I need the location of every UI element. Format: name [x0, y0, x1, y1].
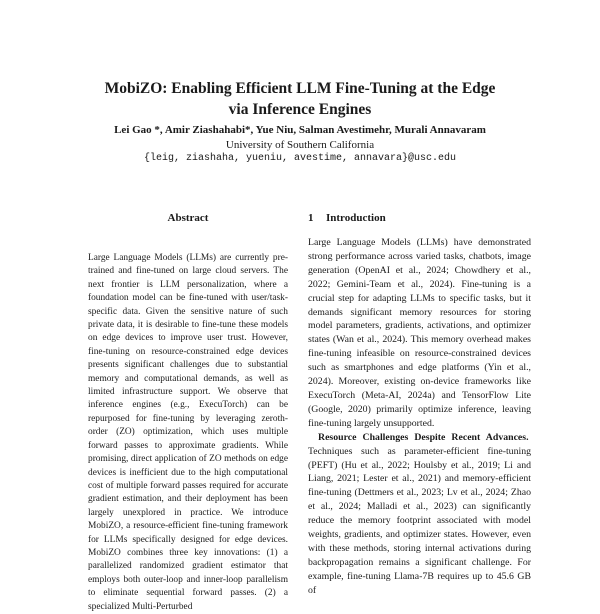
section-number: 1	[308, 212, 314, 224]
title-line-2: via Inference Engines	[228, 101, 372, 118]
author-list: Lei Gao *, Amir Ziashahabi*, Yue Niu, Salman Avestimehr, Murali Annavaram	[114, 124, 486, 136]
paper-title	[0, 78, 600, 120]
affiliation: University of Southern California	[225, 139, 375, 151]
intro-paragraph-2	[308, 431, 531, 598]
paragraph-2-text: Techniques such as parameter-efficient fine-tuning (PEFT) (Hu et al., 2022; Houlsby et al., 2019; Li and Liang, 2021; Lester et al., 2021) and memory-efficient fine-tuning (Dettmers et al., 2023; Lv et al., 2024; Zhao et al., 2024; Malladi et al., 2023) can significantly reduce the memory footprint associated with model weights, gradients, and optimizer states. However, even with these methods, storing internal activations during backpropagation remains a significant challenge. For example, fine-tuning Llama-7B requires up to 45.6 GB of	[308, 445, 531, 596]
abstract-text: Large Language Models (LLMs) are currently pre-trained and fine-tuned on large cloud servers. The next frontier is LLM personalization, where a foundation model can be fine-tuned with user/task-specific data. Given the sensitive nature of such private data, it is desirable to fine-tune these models on edge devices to improve user trust. However, fine-tuning on resource-constrained edge devices presents significant challenges due to substantial memory and computational demands, as well as limited infrastructure support. We observe that inference engines (e.g., ExecuTorch) can be repurposed for fine-tuning by leveraging zeroth-order (ZO) optimization, which uses multiple forward passes to approximate gradients. While promising, direct application of ZO methods on edge devices is inefficient due to the high computational cost of multiple forward passes required for accurate gradient estimation, and their deployment has been largely unexplored in practice. We introduce MobiZO, a resource-efficient fine-tuning framework for LLMs specifically designed for edge devices. MobiZO combines three key innovations: (1) a parallelized randomized gradient estimator that employs both outer-loop and inner-loop parallelism to eliminate sequential forward passes. (2) a specialized Multi-Perturbed	[88, 253, 288, 612]
title-line-1: MobiZO: Enabling Efficient LLM Fine-Tuning at the Edge	[104, 80, 496, 97]
paragraph-lead-heading: Resource Challenges Despite Recent Advances.	[318, 431, 529, 443]
author-emails: {leig, ziashaha, yueniu, avestime, annavara}@usc.edu	[143, 153, 457, 164]
introduction-heading	[308, 212, 386, 224]
introduction-body	[308, 236, 531, 598]
abstract-heading: Abstract	[167, 212, 209, 224]
section-title: Introduction	[326, 212, 386, 224]
intro-paragraph-1: Large Language Models (LLMs) have demonstrated strong performance across varied tasks, chatbots, image generation (OpenAI et al., 2024; Chowdhery et al., 2022; Gemini-Team et al., 2024). Fine-tuning is a crucial step for adapting LLMs to specific tasks, but it demands significant memory resources for storing model parameters, gradients, activations, and optimizer states (Wan et al., 2024). This memory overhead makes fine-tuning infeasible on resource-constrained devices such as smartphones and edge platforms (Yin et al., 2024). Moreover, existing on-device frameworks like ExecuTorch (Meta-AI, 2024a) and TensorFlow Lite (Google, 2020) primarily optimize inference, leaving fine-tuning largely unsupported.	[308, 237, 531, 429]
